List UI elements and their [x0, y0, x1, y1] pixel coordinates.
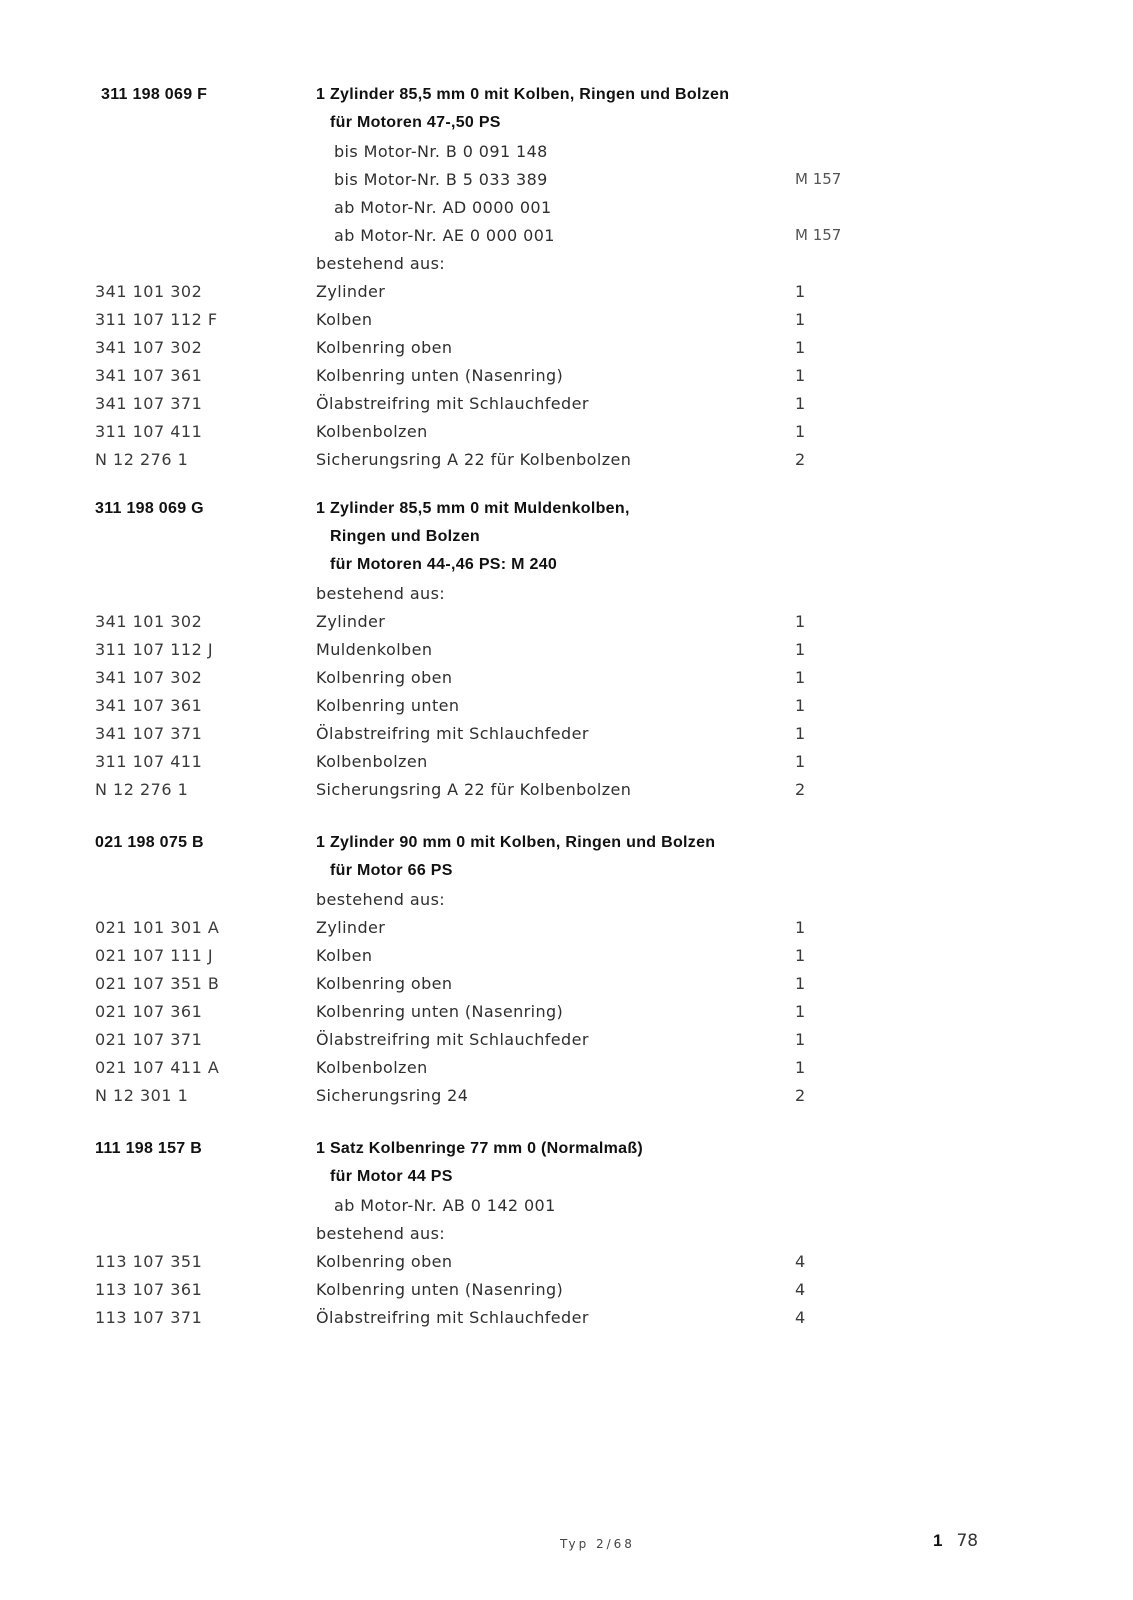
part-number: 021 107 371: [95, 1030, 203, 1049]
part-quantity: 1: [795, 422, 806, 441]
footer-page-number: [933, 1531, 978, 1551]
list-item: [0, 974, 1133, 1002]
part-description: Ölabstreifring mit Schlauchfeder: [316, 724, 589, 743]
part-description: Sicherungsring A 22 für Kolbenbolzen: [316, 780, 632, 799]
part-number: 021 107 111 J: [95, 946, 214, 965]
part-number: 021 107 351 B: [95, 974, 220, 993]
list-item: [0, 640, 1133, 668]
list-item: [0, 366, 1133, 394]
part-number: 311 107 411: [95, 422, 203, 441]
section-title: 1 Zylinder 85,5 mm 0 mit Muldenkolben,: [316, 500, 630, 517]
consists-label: bestehend aus:: [316, 584, 446, 603]
part-number: 341 107 302: [95, 338, 203, 357]
part-number: N 12 276 1: [95, 450, 189, 469]
part-description: Kolbenbolzen: [316, 752, 428, 771]
consists-label: bestehend aus:: [316, 890, 446, 909]
part-quantity: 2: [795, 450, 806, 469]
section-title-continued: Ringen und Bolzen: [330, 528, 480, 545]
list-item: [0, 668, 1133, 696]
part-number: 311 107 112 J: [95, 640, 214, 659]
part-description: Muldenkolben: [316, 640, 433, 659]
condition-text: ab Motor-Nr. AE 0 000 001: [334, 226, 555, 245]
part-number: 341 107 371: [95, 724, 203, 743]
part-description: Kolben: [316, 946, 373, 965]
part-quantity: 1: [795, 724, 806, 743]
part-description: Kolbenring unten (Nasenring): [316, 1002, 564, 1021]
part-description: Kolbenring unten (Nasenring): [316, 366, 564, 385]
page-chapter: 1: [933, 1531, 943, 1550]
section-subtitle: für Motor 66 PS: [330, 862, 453, 879]
section-111-198-157-b: [0, 1140, 1133, 1336]
part-quantity: 1: [795, 668, 806, 687]
part-number: 021 107 411 A: [95, 1058, 220, 1077]
part-description: Sicherungsring A 22 für Kolbenbolzen: [316, 450, 632, 469]
part-number: 311 107 112 F: [95, 310, 218, 329]
part-quantity: 1: [795, 974, 806, 993]
condition-text: bis Motor-Nr. B 5 033 389: [334, 170, 548, 189]
consists-label: bestehend aus:: [316, 254, 446, 273]
part-number: 311 107 411: [95, 752, 203, 771]
condition-note: M 157: [795, 170, 842, 188]
part-quantity: 1: [795, 1002, 806, 1021]
section-311-198-069-g: [0, 500, 1133, 808]
list-item: [0, 724, 1133, 752]
part-description: Zylinder: [316, 282, 386, 301]
part-description: Kolben: [316, 310, 373, 329]
part-description: Kolbenring oben: [316, 668, 453, 687]
condition-text: ab Motor-Nr. AB 0 142 001: [334, 1196, 556, 1215]
part-number: 341 107 361: [95, 366, 203, 385]
section-number: 311 198 069 F: [101, 86, 208, 103]
section-number: 311 198 069 G: [95, 500, 204, 517]
part-quantity: 1: [795, 310, 806, 329]
list-item: [0, 1252, 1133, 1280]
consists-label: bestehend aus:: [316, 1224, 446, 1243]
part-quantity: 1: [795, 282, 806, 301]
part-quantity: 1: [795, 946, 806, 965]
section-subtitle: für Motor 44 PS: [330, 1168, 453, 1185]
part-number: 341 107 361: [95, 696, 203, 715]
list-item: [0, 1086, 1133, 1114]
list-item: [0, 310, 1133, 338]
part-description: Kolbenring unten (Nasenring): [316, 1280, 564, 1299]
list-item: [0, 338, 1133, 366]
part-quantity: 1: [795, 394, 806, 413]
part-quantity: 4: [795, 1308, 806, 1327]
part-description: Ölabstreifring mit Schlauchfeder: [316, 1308, 589, 1327]
list-item: [0, 1308, 1133, 1336]
section-number: 111 198 157 B: [95, 1140, 203, 1157]
list-item: [0, 1280, 1133, 1308]
part-number: N 12 276 1: [95, 780, 189, 799]
condition-text: ab Motor-Nr. AD 0000 001: [334, 198, 552, 217]
part-quantity: 1: [795, 1030, 806, 1049]
section-021-198-075-b: [0, 834, 1133, 1114]
list-item: [0, 1002, 1133, 1030]
section-subtitle: für Motoren 44-,46 PS: M 240: [330, 556, 558, 573]
part-number: 341 101 302: [95, 612, 203, 631]
part-quantity: 1: [795, 612, 806, 631]
part-quantity: 1: [795, 696, 806, 715]
part-description: Kolbenring unten: [316, 696, 460, 715]
part-quantity: 4: [795, 1280, 806, 1299]
part-description: Kolbenring oben: [316, 974, 453, 993]
list-item: [0, 422, 1133, 450]
part-description: Zylinder: [316, 612, 386, 631]
part-description: Kolbenring oben: [316, 1252, 453, 1271]
part-number: 113 107 361: [95, 1280, 203, 1299]
condition-text: bis Motor-Nr. B 0 091 148: [334, 142, 548, 161]
list-item: [0, 752, 1133, 780]
part-number: 341 107 302: [95, 668, 203, 687]
list-item: [0, 282, 1133, 310]
section-311-198-069-f: [0, 86, 1133, 478]
section-title: 1 Satz Kolbenringe 77 mm 0 (Normalmaß): [316, 1140, 644, 1157]
part-number: N 12 301 1: [95, 1086, 189, 1105]
part-description: Ölabstreifring mit Schlauchfeder: [316, 394, 589, 413]
part-quantity: 1: [795, 640, 806, 659]
part-description: Kolbenbolzen: [316, 1058, 428, 1077]
list-item: [0, 612, 1133, 640]
part-quantity: 1: [795, 338, 806, 357]
list-item: [0, 450, 1133, 478]
list-item: [0, 696, 1133, 724]
part-description: Sicherungsring 24: [316, 1086, 469, 1105]
part-number: 341 107 371: [95, 394, 203, 413]
section-subtitle: für Motoren 47-,50 PS: [330, 114, 501, 131]
list-item: [0, 394, 1133, 422]
part-number: 021 101 301 A: [95, 918, 220, 937]
list-item: [0, 946, 1133, 974]
page-number: 78: [956, 1531, 979, 1551]
part-quantity: 1: [795, 752, 806, 771]
list-item: [0, 1058, 1133, 1086]
part-quantity: 1: [795, 366, 806, 385]
list-item: [0, 918, 1133, 946]
part-description: Ölabstreifring mit Schlauchfeder: [316, 1030, 589, 1049]
part-quantity: 2: [795, 1086, 806, 1105]
part-quantity: 4: [795, 1252, 806, 1271]
part-number: 341 101 302: [95, 282, 203, 301]
part-quantity: 1: [795, 1058, 806, 1077]
part-description: Kolbenring oben: [316, 338, 453, 357]
section-title: 1 Zylinder 85,5 mm 0 mit Kolben, Ringen und Bolzen: [316, 86, 730, 103]
part-quantity: 2: [795, 780, 806, 799]
part-description: Zylinder: [316, 918, 386, 937]
part-number: 113 107 351: [95, 1252, 203, 1271]
part-number: 021 107 361: [95, 1002, 203, 1021]
section-title: 1 Zylinder 90 mm 0 mit Kolben, Ringen und Bolzen: [316, 834, 716, 851]
part-description: Kolbenbolzen: [316, 422, 428, 441]
footer-typ: Typ 2/68: [560, 1537, 635, 1551]
section-number: 021 198 075 B: [95, 834, 204, 851]
part-quantity: 1: [795, 918, 806, 937]
part-number: 113 107 371: [95, 1308, 203, 1327]
list-item: [0, 780, 1133, 808]
condition-note: M 157: [795, 226, 842, 244]
list-item: [0, 1030, 1133, 1058]
